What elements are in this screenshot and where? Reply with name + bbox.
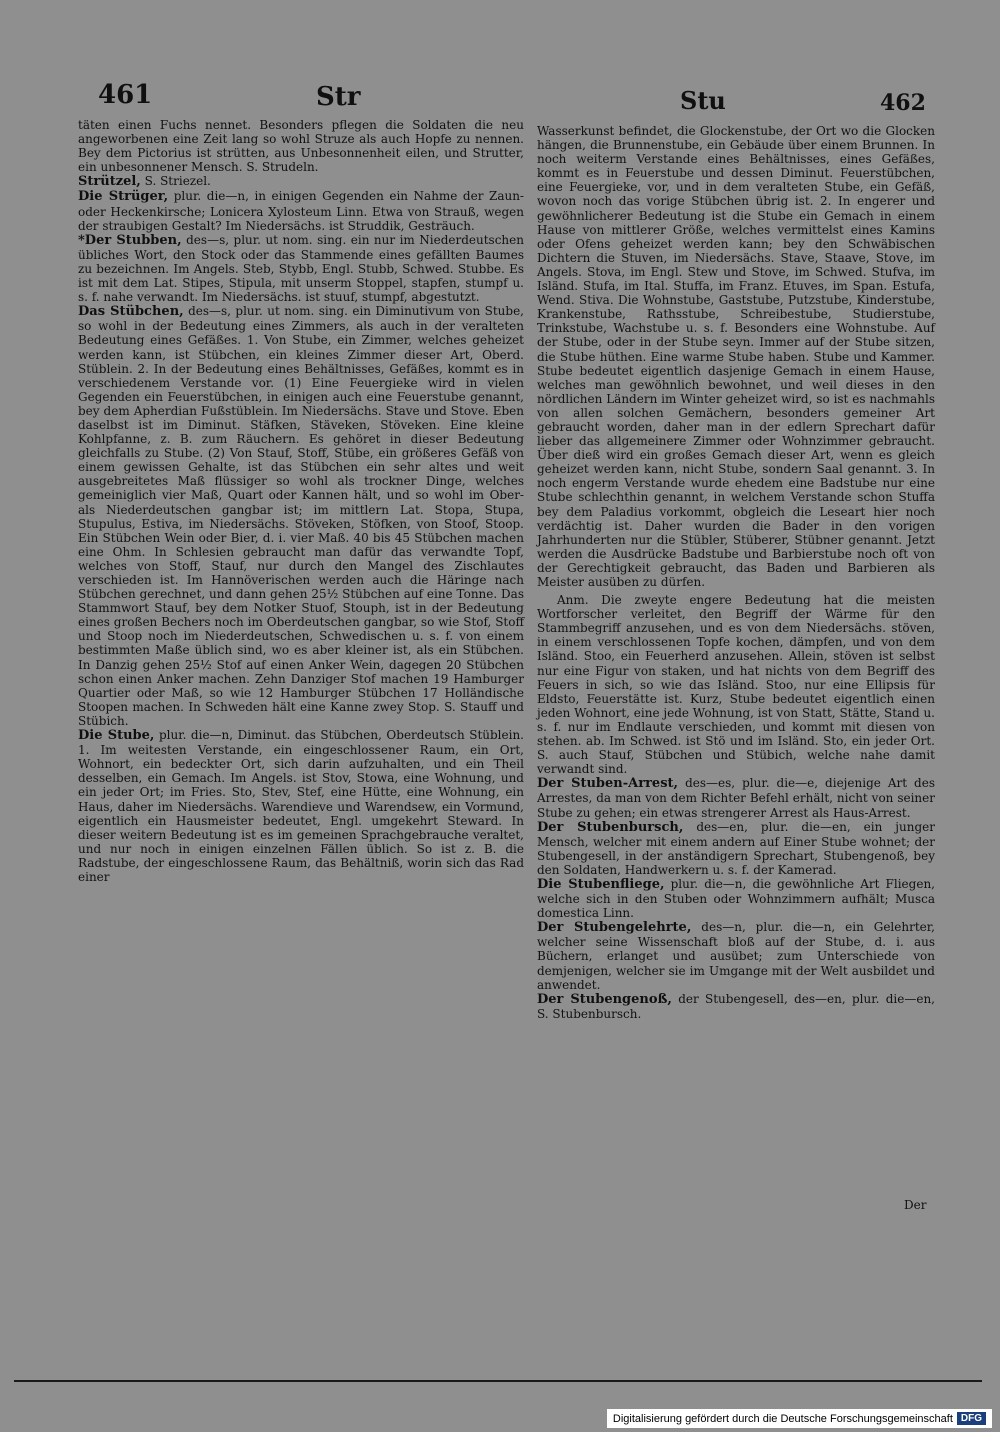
- entry-text: plur. die—n, in einigen Gegenden ein Nahme der Zaun- oder Heckenkirsche; Lonicera Xylosteum Linn. Etwa von Strauß, wegen der straubigen Gestalt? Im Niedersächs. ist Struddik, Gesträuch.: [78, 189, 524, 233]
- dictionary-entry: [537, 992, 935, 1021]
- page-number-left: 461: [98, 80, 153, 110]
- dfg-logo-icon: DFG: [957, 1412, 986, 1425]
- entry-text: des—s, plur. ut nom. sing. ein nur im Niederdeutschen übliches Wort, den Stock oder das Stammende eines gefällten Baumes zu bezeichnen. Im Angels. Steb, Stybb, Engl. Stubb, Schwed. Stubbe. Es ist mit dem Lat. Stipes, Stipula, mit unserm Stoppel, stapfen, stumpf u. s. f. nahe verwandt. Im Niedersächs. ist stuuf, stumpf, abgestutzt.: [78, 232, 524, 305]
- running-title-left: Str: [316, 82, 361, 112]
- entry-text: S. Striezel.: [144, 174, 211, 189]
- entry-headword: Der Stubengelehrte,: [537, 920, 692, 936]
- dictionary-entry: [78, 728, 524, 884]
- dictionary-entry: [78, 174, 524, 189]
- page-header: [0, 78, 1000, 118]
- entry-headword: Der Stubengenoß,: [537, 991, 672, 1007]
- entry-text: Anm. Die zweyte engere Bedeutung hat die meisten Wortforscher verleitet, den Begriff der Wärme für den Stammbegriff anzusehen, und es von dem Niedersächs. stöven, in einem verschlossenen Topfe kochen, dämpfen, und von dem Isländ. Stoo, ein Feuerherd anzusehen. Allein, stöven ist selbst nur eine Figur von staken, und hat nichts von dem Begriff des Feuers in sich, so wie das Isländ. Stoo, nur eine Ellipsis für Eldsto, Feuerstätte ist. Kurz, Stube bedeutet eigentlich einen jeden Wohnort, eine jede Wohnung, ist von Statt, Stätte, Stand u. s. f. nur im Endlaute verschieden, und kommt mit diesen von stehen. ab. Im Schwed. ist Stö und im Isländ. Sto, ein jeder Ort. S. auch Stauf, Stübchen und Stübich, welche nahe damit verwandt sind.: [537, 593, 935, 777]
- entry-headword: *Der Stubben,: [78, 232, 182, 248]
- dictionary-entry: [78, 233, 524, 304]
- left-column: [78, 118, 524, 884]
- entry-text: des—en, plur. die—en, ein junger Mensch, welcher mit einem andern auf Einer Stube wohnet; der Stubengesell, in der anständigern Sprechart, Stubengenoß, bey den Soldaten, Handwerkern u. s. f. der Kamerad.: [537, 819, 935, 877]
- entry-text: des—n, plur. die—n, ein Gelehrter, welcher seine Wissenschaft bloß auf der Stube, d. i. aus Büchern, erlanget und ausübet; zum Unterschiede von demjenigen, welcher sie im Umgange mit der Welt ausbildet und anwendet.: [537, 920, 935, 992]
- funding-banner: [607, 1409, 992, 1428]
- entry-text: des—es, plur. die—e, diejenige Art des Arrestes, da man von dem Richter Befehl erhält, nicht von seiner Stube zu gehen; ein etwas strengerer Arrest als Haus-Arrest.: [537, 776, 935, 820]
- dictionary-entry: [537, 593, 935, 776]
- dictionary-entry: [78, 304, 524, 728]
- right-column: [537, 124, 935, 1021]
- funding-text: Digitalisierung gefördert durch die Deutsche Forschungsgemeinschaft: [612, 1412, 953, 1425]
- entry-text: der Stubengesell, des—en, plur. die—en, S. Stubenbursch.: [537, 991, 935, 1021]
- entry-headword: Strützel,: [78, 174, 141, 190]
- dictionary-entry: [78, 118, 524, 174]
- entry-text: plur. die—n, Diminut. das Stübchen, Oberdeutsch Stüblein. 1. Im weitesten Verstande, ein eingeschlossener Raum, ein Ort, Wohnort, ein bedeckter Ort, sich darin aufzuhalten, und ein Theil desselben, ein Gemach. Im Angels. ist Stov, Stowa, eine Wohnung, und ein jeder Ort; im Fries. Sto, Stev, Stef, eine Hütte, eine Wohnung, ein Haus, daher im Niedersächs. Warendieve und Warendsew, ein Vormund, eigentlich ein Hausmeister bedeutet, Engl. umgekehrt Steward. In dieser weitern Bedeutung ist es im gemeinen Sprachgebrauche veraltet, und nur noch in einigen einzelnen Fällen üblich. So ist z. B. die Radstube, der eingeschlossene Raum, das Behältniß, worin sich das Rad einer: [78, 728, 524, 884]
- entry-headword: Der Stuben-Arrest,: [537, 776, 679, 792]
- dictionary-entry: [537, 124, 935, 589]
- page-number-right: 462: [880, 90, 926, 116]
- entry-text: des—s, plur. ut nom. sing. ein Diminutivum von Stube, so wohl in der Bedeutung eines Zimmers, als auch in der veralteten Bedeutung eines Gefäßes. 1. Von Stube, ein Zimmer, welches geheizet werden kann, ist Stübchen, ein kleines Zimmer dieser Art, Oberd. Stüblein. 2. In der Bedeutung eines Behältnisses, Gefäßes, kommt es in verschiedenem Verstande vor. (1) Eine Feuergieke wird in vielen Gegenden ein Feuerstübchen, in einigen auch eine Feuerstube genannt, bey dem Apherdian Fußstüblein. Im Niedersächs. Stave und Stove. Eben daselbst ist im Diminut. Stäfken, Stäveken, Stöveken. Eine kleine Kohlpfanne, z. B. zum Räuchern. Es gehöret in dieser Bedeutung gleichfalls zu Stube. (2) Von Stauf, Stoff, Stübe, ein größeres Gefäß von einem gewissen Gehalte, ist das Stübchen ein sehr altes und weit ausgebreitetes Maß flüssiger so wohl als trockner Dinge, welches gemeiniglich vier Maß, Quart oder Kannen hält, und so wohl im Ober- als Niederdeutschen gangbar ist; im mittlern Lat. Stopa, Stupa, Stupulus, Estiva, im Niedersächs. Stöveken, Stöfken, von Stoof, Stoop. Ein Stübchen Wein oder Bier, d. i. vier Maß. 40 bis 45 Stübchen machen eine Ohm. In Schlesien gebraucht man dafür das verwandte Topf, welches von Stoff, Stauf, nur durch den Mangel des Zischlautes verschieden ist. Im Hannöverischen werden auch die Häringe nach Stübchen gerechnet, und dann gehen 25½ Stübchen auf eine Tonne. Das Stammwort Stauf, bey dem Notker Stuof, Stouph, ist in der Bedeutung eines großen Bechers noch im Oberdeutschen gangbar, so wie Stof, Stoff und Stoop noch im Niederdeutschen, Schwedischen u. s. f. von einem bestimmten Maße üblich sind, wo es aber kleiner ist, als ein Stübchen. In Danzig gehen 25½ Stof auf einen Anker Wein, dagegen 20 Stübchen schon einen Anker machen. Zehn Danziger Stof machen 19 Hamburger Quartier oder Maß, so wie 12 Hamburger Stübchen 17 Holländische Stoopen machen. In Schweden hält eine Kanne zwey Stop. S. Stauff und Stübich.: [78, 304, 524, 728]
- entry-headword: Die Stubenfliege,: [537, 876, 665, 892]
- entry-headword: Die Stube,: [78, 728, 155, 744]
- entry-text: plur. die—n, die gewöhnliche Art Fliegen, welche sich in den Stuben oder Wohnzimmern aufhält; Musca domestica Linn.: [537, 876, 935, 921]
- entry-headword: Das Stübchen,: [78, 304, 184, 320]
- entry-text: Wasserkunst befindet, die Glockenstube, der Ort wo die Glocken hängen, die Brunnenstube, ein Gebäude über einem Brunnen. In noch weiterm Verstande eines Behältnisses, eines Gefäßes, kommt es in Feuerstube und dessen Diminut. Feuerstübchen, eine Feuergieke, vor, und in dem veralteten Stube, ein Gefäß, wovon noch das vorige Stübchen übrig ist. 2. In engerer und gewöhnlicherer Bedeutung ist die Stube ein Gemach in einem Hause von mittlerer Größe, welches vermittelst eines Kamins oder Ofens geheizet werden kann; bey den Schwäbischen Dichtern die Stuven, im Niedersächs. Stave, Staave, Stove, im Angels. Stova, im Engl. Stew und Stove, im Schwed. Stufva, im Isländ. Stufa, im Ital. Stuffa, im Franz. Etuves, im Span. Estufa, Wend. Stiva. Die Wohnstube, Gaststube, Putzstube, Kinderstube, Krankenstube, Rathsstube, Schreibestube, Studierstube, Trinkstube, Wachstube u. s. f. Besonders eine Wohnstube. Auf der Stube, oder in der Stube seyn. Immer auf der Stube sitzen, die Stube hüthen. Eine warme Stube haben. Stube und Kammer. Stube bedeutet eigentlich dasjenige Gemach in einem Hause, welches man gewöhnlich bewohnet, und weil dieses in den nördlichen Ländern im Winter geheizet wird, so ist es nachmahls von allen solchen Gemächern, besonders gemeiner Art gebraucht worden, daher man in der edlern Sprechart dafür lieber das allgemeinere Zimmer oder Wohnzimmer gebraucht. Über dieß wird ein großes Gemach dieser Art, wenn es gleich geheizet werden kann, nicht Stube, sondern Saal genannt. 3. In noch engerm Verstande wurde ehedem eine Badstube nur eine Stube schlechthin genannt, in welchem Verstande schon Stuffa bey dem Paladius vorkommt, obgleich die Leseart hier noch verdächtig ist. Daher wurden die Bader in den vorigen Jahrhunderten nur die Stübler, Stüberer, Stübner genannt. Jetzt werden die Ausdrücke Badstube und Barbierstube noch oft von der Gerechtigkeit gebraucht, das Baden und Barbieren als Meister ausüben zu dürfen.: [537, 124, 935, 589]
- dictionary-entry: [537, 776, 935, 819]
- dictionary-entry: [537, 820, 935, 877]
- catchword: Der: [904, 1198, 927, 1212]
- running-title-right: Stu: [680, 86, 726, 115]
- entry-headword: Der Stubenbursch,: [537, 819, 684, 835]
- dictionary-entry: [78, 189, 524, 232]
- entry-text: täten einen Fuchs nennet. Besonders pflegen die Soldaten die neu angeworbenen eine Zeit lang so wohl Struze als auch Hopfe zu nennen. Bey dem Pictorius ist strütten, aus Unbesonnenheit eilen, und Strutter, ein unbesonnener Mensch. S. Strudeln.: [78, 118, 524, 175]
- bottom-rule: [14, 1380, 982, 1382]
- entry-headword: Die Strüger,: [78, 189, 169, 205]
- dictionary-entry: [537, 920, 935, 991]
- dictionary-entry: [537, 877, 935, 920]
